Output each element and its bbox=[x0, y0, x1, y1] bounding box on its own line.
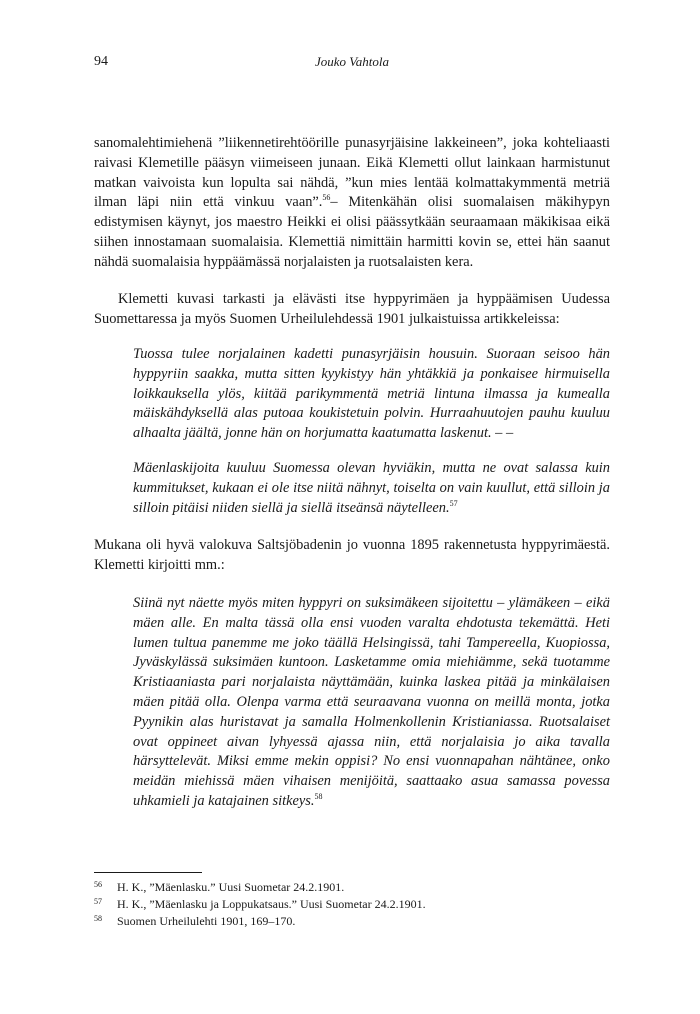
footnote-57 bbox=[94, 896, 610, 913]
footnote-number: 57 bbox=[94, 897, 102, 906]
footnote-ref-57[interactable]: 57 bbox=[449, 498, 458, 508]
page-number: 94 bbox=[94, 54, 108, 69]
quote-3-text: Siinä nyt näette myös miten hyppyri on suksimäkeen sijoitettu – ylämäkeen – eikä mäen alle. En malta tässä olla ensi vuoden varalta ehdotusta tekemättä. Heti lumen tultua panemme me joko täällä Helsingissä, tahi Tampereella, Kuopiossa, Jyväskylässä suksimäen kuntoon. Lasketamme omia miehiämme, sekä tuotamme Kristiaaniasta pari norjalaista näyttämään, kuinka laskea pitää ja minkälaisen mäen pitää olla. Olenpa varma että seuraavana vuonna on meillä monta, jotka Pyynikin alas huristavat ja samalla Holmenkollenin Kristianiassa. Ruotsalaiset ovat oppineet aivan lyhyessä ajassa niin, että norjalaisia jo aika tavalla härsyttelevät. Miksi emme mekin oppisi? No ensi vuonnapahan nähtänee, onko meidän miehissä mäen vihaisen menijöitä, saattaako asua samassa povessa uhkamieli ja katajainen sitkeys. bbox=[133, 595, 610, 809]
quote-2-text: Mäenlaskijoita kuuluu Suomessa olevan hyviäkin, mutta ne ovat salassa kuin kummitukset, kukaan ei ole itse niitä nähnyt, toiselta on vain kuullut, että silloin ja silloin pitäisi niiden siellä ja siellä itseänsä näytelleen. bbox=[133, 460, 610, 516]
footnote-text: H. K., ”Mäenlasku.” Uusi Suometar 24.2.1901. bbox=[117, 880, 345, 894]
paragraph-1-tail: – Mitenkähän olisi suomalaisen mäkihypyn edistymisen käynyt, jos maestro Heikki ei olisi päässytkään seuraamaan mäkikisaa eikä siihen innostamaan suomalaisia. Klemettiä nimittäin harmitti kovin se, ettei hän saanut nähdä suomalaisia hyppäämässä norjalaisten ja ruotsalaisten kera. bbox=[94, 194, 611, 270]
body-paragraph-1 bbox=[94, 134, 610, 273]
running-head-author: Jouko Vahtola bbox=[314, 54, 389, 69]
block-quote-1: Tuossa tulee norjalainen kadetti punasyrjäisin housuin. Suoraan seisoo hän hyppyriin saakka, mutta sitten kyykistyy hän yhtäkkiä ja ponkaisee hirmuisella loikkauksella ylös, kiitää parikymmentä metriä lintuna ilmassa ja kumealla mäiskähdyksellä alas putoaa koukistetuin polvin. Hurraahuutojen pauhu kuuluu alhaalta jäältä, jonne hän on horjumatta kaatumatta laskenut. – – bbox=[133, 346, 610, 442]
footnote-number: 56 bbox=[94, 880, 102, 889]
body-paragraph-3: Mukana oli hyvä valokuva Saltsjöbadenin jo vuonna 1895 rakennetusta hyppyrimäestä. Klemetti kirjoitti mm.: bbox=[94, 537, 610, 573]
footnote-divider bbox=[94, 872, 202, 873]
footnote-58 bbox=[94, 913, 610, 930]
block-quote-2 bbox=[133, 459, 610, 518]
footnotes bbox=[94, 879, 610, 930]
footnote-number: 58 bbox=[94, 914, 102, 923]
footnote-ref-58[interactable]: 58 bbox=[314, 792, 323, 802]
footnote-ref-56[interactable]: 56 bbox=[322, 193, 331, 203]
footnote-text: H. K., ”Mäenlasku ja Loppukatsaus.” Uusi Suometar 24.2.1901. bbox=[117, 897, 426, 911]
page-header bbox=[94, 54, 610, 74]
paragraph-1-text: sanomalehtimiehenä ”liikennetirehtöörille punasyrjäisine lakkeineen”, joka kohteliaasti raivasi Klemetille pääsyn viimeiseen junaan. Eikä Klemetti ollut lainkaan harmistunut matkan vaivoista kun lopulta sai nähdä, ”kun mies lentää kolmattakymmentä metriä ilman läpi niin että vinkuu vaan”. bbox=[94, 135, 610, 211]
footnote-56 bbox=[94, 879, 610, 896]
block-quote-3 bbox=[133, 594, 610, 812]
footnote-text: Suomen Urheilulehti 1901, 169–170. bbox=[117, 914, 296, 928]
body-paragraph-2: Klemetti kuvasi tarkasti ja elävästi itse hyppyrimäen ja hyppäämisen Uudessa Suomettaressa ja myös Suomen Urheilulehdessä 1901 julkaistuissa artikkeleissa: bbox=[94, 291, 610, 327]
